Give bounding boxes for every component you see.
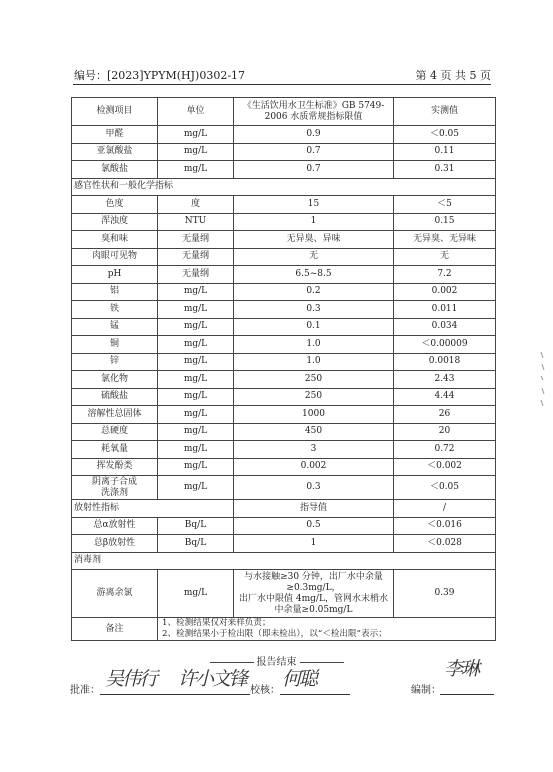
- limit-cell: 无: [234, 248, 394, 266]
- limit-cell: [234, 570, 394, 618]
- section-row: [72, 552, 496, 570]
- table-row: [72, 476, 496, 500]
- unit-cell: 无量纲: [158, 266, 234, 284]
- value-cell: ＜0.00009: [394, 336, 496, 354]
- item-cell: 浑浊度: [72, 213, 158, 231]
- unit-cell: mg/L: [158, 126, 234, 144]
- check-label: 校核：: [250, 685, 280, 696]
- table-row: [72, 441, 496, 459]
- value-cell: 无异臭、无异味: [394, 231, 496, 249]
- page-header: [73, 66, 491, 85]
- unit-cell: Bq/L: [158, 535, 234, 553]
- remarks-cell: [158, 618, 496, 641]
- unit-cell: mg/L: [158, 441, 234, 459]
- unit-cell: mg/L: [158, 388, 234, 406]
- value-cell: 无: [394, 248, 496, 266]
- limit-cell: 0.7: [234, 161, 394, 179]
- item-cell: 硫酸盐: [72, 388, 158, 406]
- unit-cell: mg/L: [158, 283, 234, 301]
- limit-cell: 0.7: [234, 143, 394, 161]
- results-table-body: [72, 98, 496, 641]
- value-cell: 0.002: [394, 283, 496, 301]
- table-row: [72, 336, 496, 354]
- limit-cell: 0.1: [234, 318, 394, 336]
- table-row: [72, 458, 496, 476]
- item-cell: 铜: [72, 336, 158, 354]
- table-row: [72, 161, 496, 179]
- approve-label: 批准：: [70, 685, 100, 696]
- value-cell: 20: [394, 423, 496, 441]
- approve-underline: [100, 694, 250, 695]
- item-cell: 锰: [72, 318, 158, 336]
- limit-line: 中余量≥0.05mg/L: [274, 604, 353, 615]
- limit-cell: 无异臭、异味: [234, 231, 394, 249]
- remarks-label: 备注: [72, 618, 158, 641]
- limit-line: ≥0.3mg/L，: [286, 582, 341, 593]
- item-cell: 耗氧量: [72, 441, 158, 459]
- limit-cell: 15: [234, 196, 394, 214]
- unit-cell: 度: [158, 196, 234, 214]
- item-cell: 甲醛: [72, 126, 158, 144]
- approve-signature-1: 吴伟行: [105, 668, 157, 690]
- table-row: [72, 143, 496, 161]
- unit-cell: NTU: [158, 213, 234, 231]
- section-label: 消毒剂: [72, 552, 496, 570]
- value-cell: 0.034: [394, 318, 496, 336]
- limit-cell: 250: [234, 388, 394, 406]
- value-cell: ＜0.028: [394, 535, 496, 553]
- column-header-limit: 《生活饮用水卫生标准》GB 5749-2006 水质常规指标限值: [234, 98, 394, 126]
- table-row: [72, 196, 496, 214]
- item-cell: 溶解性总固体: [72, 406, 158, 424]
- value-cell: 0.31: [394, 161, 496, 179]
- unit-cell: 无量纲: [158, 231, 234, 249]
- item-cell: 色度: [72, 196, 158, 214]
- limit-cell: 250: [234, 371, 394, 389]
- table-header-row: [72, 98, 496, 126]
- item-line: 阴离子合成: [91, 476, 137, 487]
- item-cell: 臭和味: [72, 231, 158, 249]
- table-row: [72, 517, 496, 535]
- column-header-item: 检测项目: [72, 98, 158, 126]
- limit-cell: 0.9: [234, 126, 394, 144]
- value-cell: 7.2: [394, 266, 496, 284]
- table-row: [72, 353, 496, 371]
- value-cell: ＜0.002: [394, 458, 496, 476]
- report-number: 编号：[2023]YPYM(HJ)0302-17: [74, 69, 246, 82]
- limit-line: 出厂水中限值 4mg/L，管网水末梢水: [239, 593, 388, 604]
- item-cell: 肉眼可见物: [72, 248, 158, 266]
- section-label: 放射性指标: [72, 500, 234, 518]
- limit-cell: 450: [234, 423, 394, 441]
- binding-mark-icon: [540, 350, 546, 410]
- value-cell: ＜0.05: [394, 126, 496, 144]
- value-cell: 0.39: [394, 570, 496, 618]
- remarks-row: [72, 618, 496, 641]
- item-cell: 总硬度: [72, 423, 158, 441]
- table-row: [72, 301, 496, 319]
- table-row: [72, 126, 496, 144]
- limit-cell: 3: [234, 441, 394, 459]
- item-cell: 氯化物: [72, 371, 158, 389]
- check-signature: 何聪: [282, 668, 317, 690]
- limit-cell: 0.002: [234, 458, 394, 476]
- value-cell: 4.44: [394, 388, 496, 406]
- page-info: 第 4 页 共 5 页: [415, 69, 491, 82]
- value-cell: 0.15: [394, 213, 496, 231]
- item-cell: 氯酸盐: [72, 161, 158, 179]
- table-row: [72, 406, 496, 424]
- item-cell: 铁: [72, 301, 158, 319]
- column-header-unit: 单位: [158, 98, 234, 126]
- remark-line: 2、检测结果小于检出限（即未检出），以“＜检出限”表示；: [162, 629, 387, 639]
- unit-cell: mg/L: [158, 458, 234, 476]
- compile-underline: [440, 694, 494, 695]
- item-cell: 锌: [72, 353, 158, 371]
- report-end-text: 报告结束: [256, 657, 297, 668]
- unit-cell: mg/L: [158, 301, 234, 319]
- item-cell: [72, 476, 158, 500]
- section-label: 感官性状和一般化学指标: [72, 178, 496, 196]
- unit-cell: mg/L: [158, 318, 234, 336]
- value-cell: ＜0.016: [394, 517, 496, 535]
- table-row: [72, 388, 496, 406]
- table-row: [72, 283, 496, 301]
- item-cell: 总α放射性: [72, 517, 158, 535]
- section-row: [72, 500, 496, 518]
- value-cell: /: [394, 500, 496, 518]
- column-header-value: 实测值: [394, 98, 496, 126]
- value-cell: 0.011: [394, 301, 496, 319]
- approve-signature-2: 许小文锋: [178, 668, 247, 690]
- table-row: [72, 318, 496, 336]
- value-cell: 0.72: [394, 441, 496, 459]
- limit-line: 与水接触≥30 分钟，出厂水中余量: [244, 571, 383, 582]
- table-row: [72, 266, 496, 284]
- table-row: [72, 570, 496, 618]
- table-row: [72, 423, 496, 441]
- item-cell: 游离余氯: [72, 570, 158, 618]
- limit-cell: 1.0: [234, 353, 394, 371]
- item-cell: pH: [72, 266, 158, 284]
- limit-cell: 6.5~8.5: [234, 266, 394, 284]
- unit-cell: mg/L: [158, 570, 234, 618]
- limit-cell: 0.3: [234, 476, 394, 500]
- table-row: [72, 248, 496, 266]
- limit-cell: 1000: [234, 406, 394, 424]
- compile-label: 编制：: [411, 685, 441, 696]
- check-underline: [280, 694, 350, 695]
- limit-cell: 0.2: [234, 283, 394, 301]
- unit-cell: mg/L: [158, 406, 234, 424]
- limit-cell: 1: [234, 213, 394, 231]
- unit-cell: mg/L: [158, 143, 234, 161]
- table-row: [72, 535, 496, 553]
- unit-cell: Bq/L: [158, 517, 234, 535]
- value-cell: 2.43: [394, 371, 496, 389]
- table-row: [72, 231, 496, 249]
- limit-cell: 0.5: [234, 517, 394, 535]
- unit-cell: mg/L: [158, 423, 234, 441]
- limit-cell: 0.3: [234, 301, 394, 319]
- unit-cell: mg/L: [158, 371, 234, 389]
- remark-line: 1、检测结果仅对来样负责；: [162, 618, 271, 628]
- unit-cell: mg/L: [158, 476, 234, 500]
- value-cell: ＜5: [394, 196, 496, 214]
- table-row: [72, 213, 496, 231]
- item-cell: 铝: [72, 283, 158, 301]
- value-cell: ＜0.05: [394, 476, 496, 500]
- limit-cell: 1: [234, 535, 394, 553]
- section-row: [72, 178, 496, 196]
- unit-cell: mg/L: [158, 353, 234, 371]
- compile-signature: 李琳: [444, 658, 479, 680]
- limit-cell: 指导值: [234, 500, 394, 518]
- value-cell: 0.0018: [394, 353, 496, 371]
- item-line: 洗涤剂: [100, 487, 128, 498]
- table-row: [72, 371, 496, 389]
- unit-cell: mg/L: [158, 161, 234, 179]
- unit-cell: 无量纲: [158, 248, 234, 266]
- item-cell: 亚氯酸盐: [72, 143, 158, 161]
- unit-cell: mg/L: [158, 336, 234, 354]
- item-cell: 总β放射性: [72, 535, 158, 553]
- results-table: [71, 97, 496, 641]
- value-cell: 26: [394, 406, 496, 424]
- item-cell: 挥发酚类: [72, 458, 158, 476]
- value-cell: 0.11: [394, 143, 496, 161]
- limit-cell: 1.0: [234, 336, 394, 354]
